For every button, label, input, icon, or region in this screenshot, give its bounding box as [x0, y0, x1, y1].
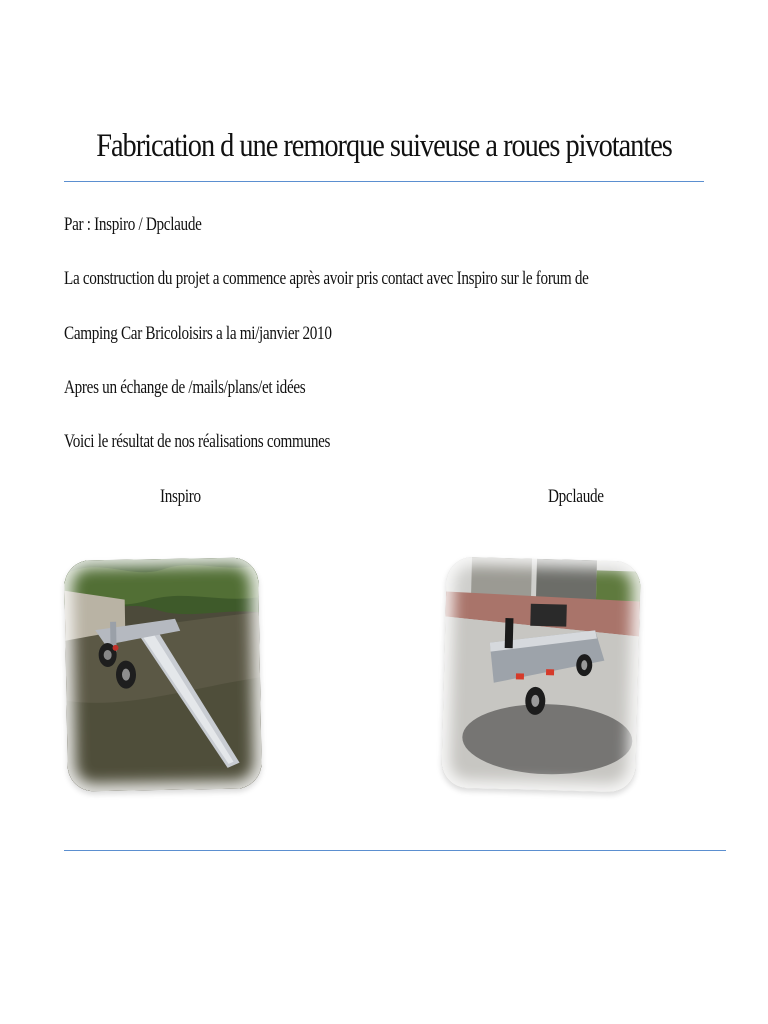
author-label-inspiro: Inspiro	[160, 486, 201, 507]
footer-divider	[64, 850, 726, 851]
photo-dpclaude-trailer	[441, 557, 641, 793]
paragraph-1: La construction du projet a commence après avoir pris contact avec Inspiro sur le forum de	[64, 268, 589, 289]
document-title: Fabrication d une remorque suiveuse a roues pivotantes	[96, 128, 672, 164]
photo-dpclaude-image	[441, 557, 641, 793]
paragraph-2: Camping Car Bricoloisirs a la mi/janvier 2010	[64, 323, 332, 344]
paragraph-3: Apres un échange de /mails/plans/et idées	[64, 377, 306, 398]
photo-inspiro-trailer	[64, 557, 262, 791]
title-divider	[64, 181, 704, 182]
photo-inspiro-image	[64, 557, 262, 791]
author-label-dpclaude: Dpclaude	[548, 486, 604, 507]
paragraph-4: Voici le résultat de nos réalisations communes	[64, 431, 331, 452]
byline: Par : Inspiro / Dpclaude	[64, 214, 202, 235]
